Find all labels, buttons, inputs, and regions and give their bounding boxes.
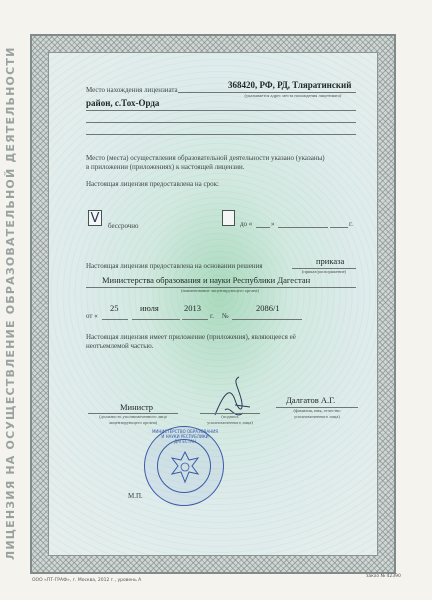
basis-type: приказа bbox=[316, 256, 345, 266]
stamp-label: М.П. bbox=[128, 492, 143, 500]
footer-printer: ООО «ПТ-ГРАФ», г. Москва, 2012 г., уровень А bbox=[32, 578, 142, 583]
order-from: от « bbox=[86, 312, 98, 320]
address-underline-4 bbox=[86, 134, 356, 135]
order-year-suffix: г. bbox=[210, 312, 214, 320]
order-day-underline bbox=[102, 319, 128, 320]
activity-places-line1: Место (места) осуществления образовательной деятельности указано (указаны) bbox=[86, 154, 325, 162]
signer-position-caption-1: (должность уполномоченного лица bbox=[99, 414, 167, 419]
order-number: 2086/1 bbox=[256, 303, 280, 313]
order-month: июля bbox=[140, 303, 159, 313]
term-label: Настоящая лицензия предоставлена на срок: bbox=[86, 180, 219, 188]
order-year-underline bbox=[182, 319, 208, 320]
activity-places-line2: в приложении (приложениях) к настоящей лицензии. bbox=[86, 163, 245, 171]
until-year-suffix: г. bbox=[349, 220, 353, 228]
address-value-line2: район, с.Тох-Орда bbox=[86, 98, 160, 108]
seal-inner-ring bbox=[157, 439, 211, 493]
signature-caption-1: (подпись bbox=[221, 414, 239, 419]
signature-caption-2: уполномоченного лица) bbox=[207, 420, 253, 425]
order-number-underline bbox=[232, 319, 302, 320]
authority-caption: (наименование лицензирующего органа) bbox=[180, 288, 260, 293]
until-month-underline bbox=[278, 227, 328, 228]
order-day: 25 bbox=[110, 303, 119, 313]
signer-position: Министр bbox=[120, 402, 154, 412]
until-tail: » bbox=[271, 220, 275, 228]
order-month-underline bbox=[132, 319, 180, 320]
address-value-line1: 368420, РФ, РД, Тляратинский bbox=[228, 80, 352, 90]
until-day-underline bbox=[256, 227, 270, 228]
appendix-line2: неотъемлемой частью. bbox=[86, 342, 154, 350]
order-year: 2013 bbox=[184, 303, 201, 313]
appendix-line1: Настоящая лицензия имеет приложение (приложения), являющееся её bbox=[86, 333, 296, 341]
until-checkbox bbox=[222, 210, 235, 226]
seal-text: МИНИСТЕРСТВО ОБРАЗОВАНИЯ И НАУКИ РЕСПУБЛИКИ ДАГЕСТАН bbox=[151, 429, 219, 444]
check-mark: V bbox=[90, 211, 100, 226]
unlimited-checkbox bbox=[88, 210, 102, 226]
signer-name-caption-2: уполномоченного лица) bbox=[294, 414, 340, 419]
eagle-emblem-icon bbox=[158, 440, 212, 494]
until-label: до « bbox=[240, 220, 253, 228]
signer-name-caption-1: (фамилия, имя, отчество bbox=[293, 408, 341, 413]
address-caption: (указывается адрес места нахождения лицензиата) bbox=[244, 93, 342, 98]
basis-type-caption: (приказ/распоряжение) bbox=[301, 269, 347, 274]
footer-order: заказ № 42390 bbox=[366, 574, 401, 579]
signer-position-caption-2: лицензирующего органа) bbox=[108, 420, 158, 425]
signer-name: Далгатов А.Г. bbox=[286, 395, 336, 405]
unlimited-label: бессрочно bbox=[108, 222, 139, 230]
side-title: ЛИЦЕНЗИЯ НА ОСУЩЕСТВЛЕНИЕ ОБРАЗОВАТЕЛЬНОЙ ДЕЯТЕЛЬНОСТИ bbox=[4, 46, 17, 560]
authority: Министерства образования и науки Республики Дагестан bbox=[102, 275, 311, 285]
address-label: Место нахождения лицензиата bbox=[86, 86, 178, 94]
basis-label: Настоящая лицензия предоставлена на основании решения bbox=[86, 262, 263, 270]
address-underline-2 bbox=[86, 110, 356, 111]
order-number-label: № bbox=[222, 312, 229, 320]
until-year-underline bbox=[330, 227, 348, 228]
official-seal bbox=[144, 426, 224, 506]
address-underline-3 bbox=[86, 122, 356, 123]
